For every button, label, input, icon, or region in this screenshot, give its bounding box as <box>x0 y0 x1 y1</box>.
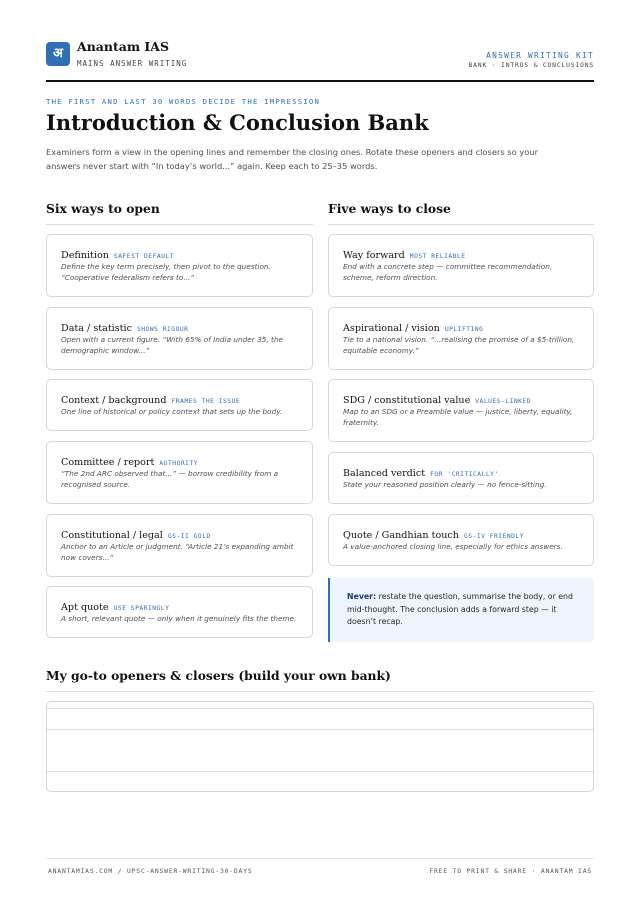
opener-tag: AUTHORITY <box>159 460 199 467</box>
opener-card <box>46 441 313 504</box>
brand-subtitle: MAINS ANSWER WRITING <box>77 59 188 68</box>
closer-desc: Tie to a national vision. “...realising the promise of a $5-trillion, equitable economy.” <box>343 335 575 355</box>
closer-tag: GS-IV FRIENDLY <box>463 533 525 540</box>
page-title: Introduction & Conclusion Bank <box>46 110 429 135</box>
closer-desc: A value-anchored closing line, especially for ethics answers. <box>343 542 563 551</box>
opener-desc: Define the key term precisely, then pivot to the question. “Cooperative federalism refers to...” <box>61 262 271 282</box>
never-note <box>328 578 594 642</box>
opener-card <box>46 307 313 370</box>
bank-divider <box>46 691 594 692</box>
opener-title: Data / statistic <box>61 323 132 334</box>
footer-url: ANANTAMIAS.COM / UPSC-ANSWER-WRITING-30-DAYS <box>48 867 253 875</box>
openers-divider <box>46 224 313 225</box>
closer-tag: VALUES-LINKED <box>475 398 532 405</box>
opener-card <box>46 379 313 431</box>
opener-desc: One line of historical or policy context that sets up the body. <box>61 407 283 416</box>
opener-desc: Open with a current figure. “With 65% of India under 35, the demographic window...” <box>61 335 283 355</box>
brand-logo-icon: अ <box>46 42 70 66</box>
closer-title: Way forward <box>343 250 405 261</box>
opener-desc: A short, relevant quote — only when it genuinely fits the theme. <box>61 614 297 623</box>
bank-line <box>47 708 593 709</box>
opener-card <box>46 234 313 297</box>
closer-desc: End with a concrete step — committee recommendation, scheme, reform direction. <box>343 262 553 282</box>
closer-title: Balanced verdict <box>343 468 426 479</box>
closer-card <box>328 514 594 566</box>
opener-tag: USE SPARINGLY <box>113 605 170 612</box>
opener-tag: FRAMES THE ISSUE <box>171 398 241 405</box>
openers-heading: Six ways to open <box>46 201 160 216</box>
kit-label: ANSWER WRITING KIT <box>486 51 594 60</box>
closers-divider <box>328 224 594 225</box>
opener-title: Definition <box>61 250 109 261</box>
opener-title: Apt quote <box>61 602 109 613</box>
closer-desc: Map to an SDG or a Preamble value — justice, liberty, equality, fraternity. <box>343 407 573 427</box>
closer-card <box>328 452 594 504</box>
brand-name: Anantam IAS <box>77 39 169 54</box>
opener-tag: GS-II GOLD <box>167 533 211 540</box>
opener-card <box>46 586 313 638</box>
closer-tag: UPLIFTING <box>444 326 484 333</box>
opener-title: Constitutional / legal <box>61 530 163 541</box>
footer-divider <box>46 858 594 859</box>
closers-heading: Five ways to close <box>328 201 451 216</box>
closer-tag: MOST RELIABLE <box>409 253 466 260</box>
opener-card <box>46 514 313 577</box>
closer-title: SDG / constitutional value <box>343 395 471 406</box>
closer-tag: FOR 'CRITICALLY' <box>430 471 499 478</box>
kit-sublabel: BANK · INTROS & CONCLUSIONS <box>468 61 594 69</box>
bank-writing-area[interactable] <box>46 701 594 792</box>
bank-line <box>47 771 593 772</box>
closer-desc: State your reasoned position clearly — no fence-sitting. <box>343 480 547 489</box>
opener-title: Context / background <box>61 395 167 406</box>
opener-title: Committee / report <box>61 457 155 468</box>
bank-heading: My go-to openers & closers (build your own bank) <box>46 668 391 683</box>
closer-card <box>328 234 594 297</box>
opener-desc: “The 2nd ARC observed that...” — borrow credibility from a recognised source. <box>61 469 279 489</box>
closer-card <box>328 379 594 442</box>
eyebrow-text: THE FIRST AND LAST 30 WORDS DECIDE THE IMPRESSION <box>46 97 321 106</box>
opener-desc: Anchor to an Article or judgment. “Article 21’s expanding ambit now covers...” <box>61 542 294 562</box>
page-header <box>46 39 594 82</box>
opener-tag: SHOWS RIGOUR <box>136 326 189 333</box>
never-note-label: Never: <box>347 592 377 601</box>
intro-paragraph: Examiners form a view in the opening lines and remember the closing ones. Rotate these openers and closers so your answers never start with “In today’s world...” again. Keep each to 25–35 words. <box>46 147 538 171</box>
never-note-text: restate the question, summarise the body, or end mid-thought. The conclusion adds a forward step — it doesn’t recap. <box>347 592 573 626</box>
closer-title: Aspirational / vision <box>343 323 440 334</box>
opener-tag: SAFEST DEFAULT <box>113 253 174 260</box>
closer-title: Quote / Gandhian touch <box>343 530 459 541</box>
closer-card <box>328 307 594 370</box>
footer-note: FREE TO PRINT & SHARE · ANANTAM IAS <box>429 867 592 875</box>
bank-line <box>47 729 593 730</box>
